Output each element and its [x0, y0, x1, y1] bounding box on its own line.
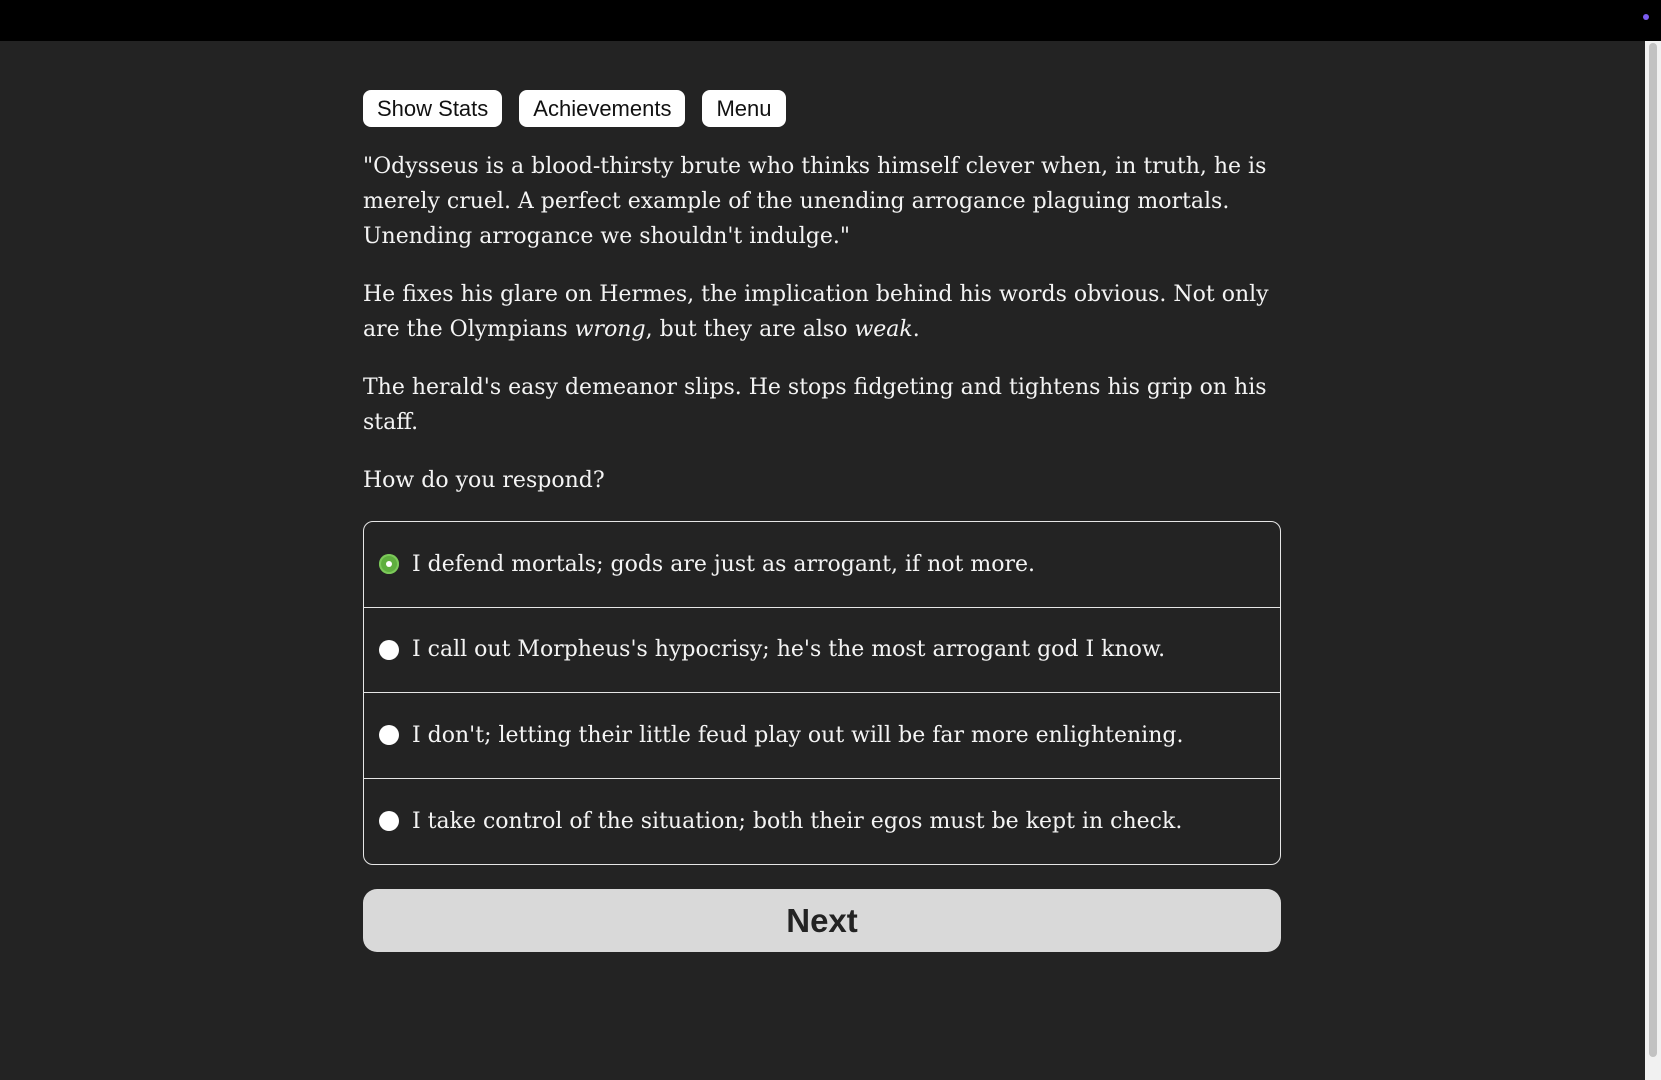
scrollbar-thumb[interactable] [1649, 43, 1657, 1057]
radio-icon[interactable] [379, 640, 399, 660]
radio-selected-icon[interactable] [379, 554, 399, 574]
choice-option-3[interactable] [364, 693, 1280, 779]
radio-icon[interactable] [379, 725, 399, 745]
browser-top-bar [0, 0, 1661, 41]
achievements-button[interactable]: Achievements [519, 90, 685, 127]
status-dot-icon [1643, 14, 1649, 20]
story-text: He fixes his glare on Hermes, the implication behind his words obvious. Not only are the Olympians [363, 282, 1269, 342]
story-paragraph-1: "Odysseus is a blood-thirsty brute who thinks himself clever when, in truth, he is merely cruel. A perfect example of the unending arrogance plaguing mortals. Unending arrogance we shouldn't indulge." [363, 154, 1267, 249]
emphasis-weak: weak [854, 317, 913, 342]
scrollbar[interactable] [1645, 41, 1661, 1080]
radio-icon[interactable] [379, 811, 399, 831]
story-paragraph-2 [363, 277, 1281, 347]
choice-label: I take control of the situation; both their egos must be kept in check. [412, 808, 1183, 834]
choice-label: I don't; letting their little feud play out will be far more enlightening. [412, 722, 1184, 748]
emphasis-wrong: wrong [574, 317, 646, 342]
choice-option-2[interactable] [364, 608, 1280, 694]
menu-button[interactable]: Menu [702, 90, 785, 127]
choice-option-1[interactable] [364, 522, 1280, 608]
toolbar [363, 90, 1281, 127]
show-stats-button[interactable]: Show Stats [363, 90, 502, 127]
choice-option-4[interactable] [364, 779, 1280, 865]
story-text: , but they are also [645, 317, 855, 342]
story-paragraph-3: The herald's easy demeanor slips. He stops fidgeting and tightens his grip on his staff. [363, 375, 1267, 435]
next-button[interactable]: Next [363, 889, 1281, 952]
choice-label: I call out Morpheus's hypocrisy; he's the most arrogant god I know. [412, 637, 1166, 663]
choice-prompt: How do you respond? [363, 468, 605, 493]
story-text: . [912, 317, 920, 342]
game-content [363, 90, 1281, 952]
choice-label: I defend mortals; gods are just as arrogant, if not more. [412, 551, 1036, 577]
choice-list [363, 521, 1281, 865]
